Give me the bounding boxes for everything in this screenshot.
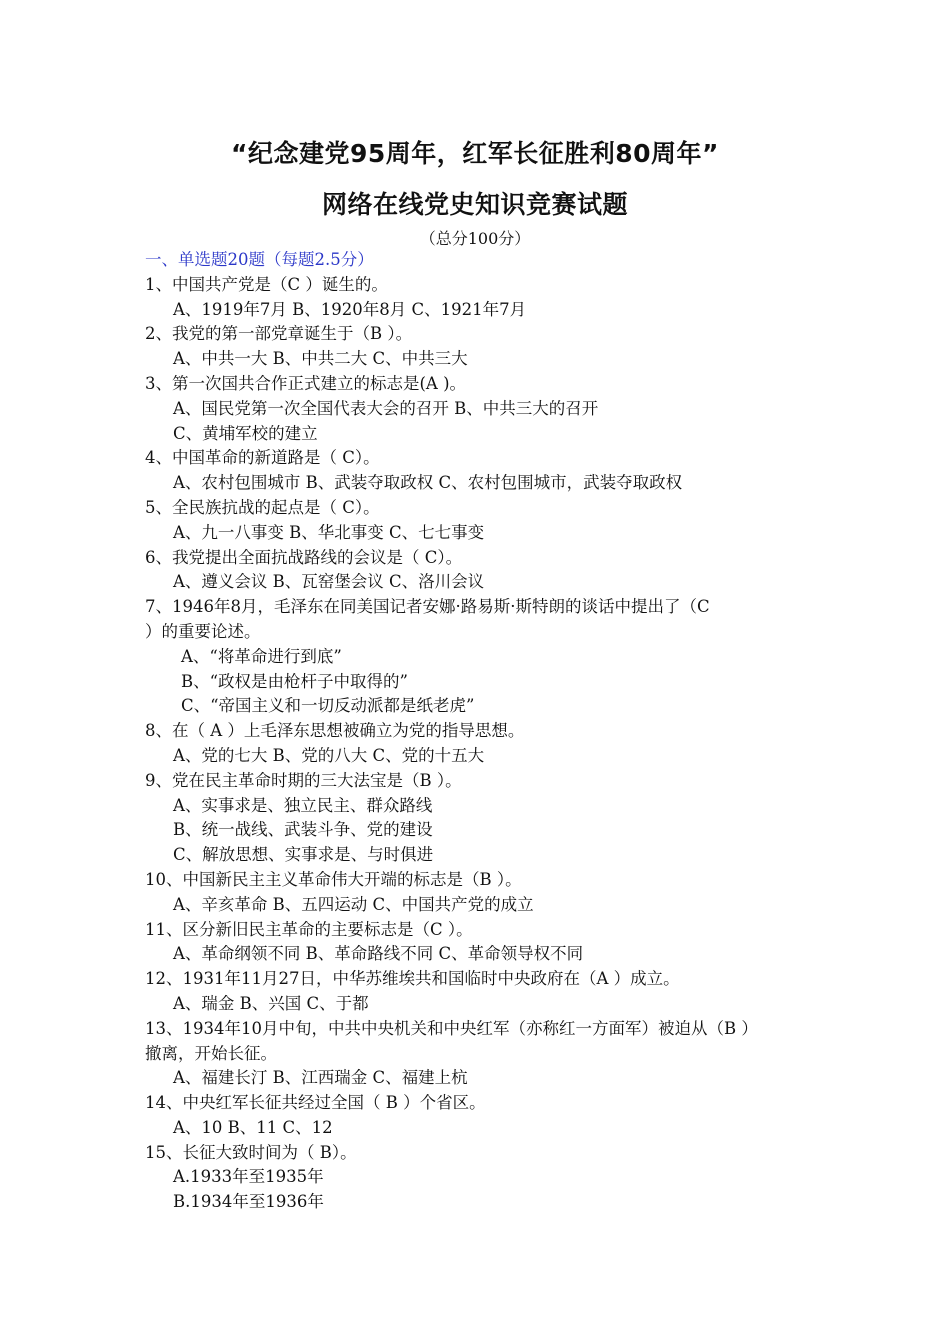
answer-options: A、实事求是、独立民主、群众路线 [173, 795, 433, 815]
answer-option: A、“将革命进行到底” [181, 646, 342, 666]
section-heading: 一、单选题20题（每题2.5分） [145, 250, 374, 269]
answer-option: B、“政权是由枪杆子中取得的” [181, 671, 408, 691]
document-title-line1: “纪念建党95周年，红军长征胜利80周年” [231, 139, 719, 168]
question-text: ）的重要论述。 [145, 621, 261, 641]
total-score-note: （总分100分） [419, 229, 531, 248]
question-text: 5、全民族抗战的起点是（ C）。 [145, 497, 380, 517]
question-text: 12、1931年11月27日，中华苏维埃共和国临时中央政府在（A ）成立。 [145, 969, 680, 989]
question-text: 7、1946年8月，毛泽东在同美国记者安娜·路易斯·斯特朗的谈话中提出了（C [145, 597, 710, 617]
question-text: 15、长征大致时间为（ B）。 [145, 1142, 357, 1162]
question-text: 11、区分新旧民主革命的主要标志是（C ）。 [145, 919, 473, 939]
question-text: 3、第一次国共合作正式建立的标志是(A )。 [145, 373, 467, 393]
answer-options: A、1919年7月 B、1920年8月 C、1921年7月 [173, 299, 527, 319]
answer-options: A、遵义会议 B、瓦窑堡会议 C、洛川会议 [173, 572, 485, 592]
question-text: 9、党在民主革命时期的三大法宝是（B ）。 [145, 770, 462, 790]
answer-options: A、农村包围城市 B、武装夺取政权 C、农村包围城市，武装夺取政权 [173, 473, 683, 493]
question-text: 6、我党提出全面抗战路线的会议是（ C）。 [145, 547, 463, 567]
answer-options: A、国民党第一次全国代表大会的召开 B、中共三大的召开 [173, 398, 599, 418]
document-title-line2: 网络在线党史知识竞赛试题 [321, 190, 628, 219]
question-text: 14、中央红军长征共经过全国（ B ）个省区。 [145, 1093, 486, 1113]
question-text: 撤离，开始长征。 [145, 1043, 277, 1063]
answer-option: C、“帝国主义和一切反动派都是纸老虎” [181, 696, 475, 716]
question-list [145, 248, 815, 1215]
answer-options: A、党的七大 B、党的八大 C、党的十五大 [173, 745, 485, 765]
answer-options: A、福建长汀 B、江西瑞金 C、福建上杭 [173, 1068, 468, 1088]
answer-options: B.1934年至1936年 [173, 1192, 324, 1212]
answer-options: C、黄埔军校的建立 [173, 423, 318, 443]
question-text: 1、中国共产党是（C ）诞生的。 [145, 274, 388, 294]
question-text: 10、中国新民主主义革命伟大开端的标志是（B ）。 [145, 869, 522, 889]
answer-options: A、革命纲领不同 B、革命路线不同 C、革命领导权不同 [173, 944, 584, 964]
question-text: 2、我党的第一部党章诞生于（B ）。 [145, 324, 413, 344]
question-text: 13、1934年10月中旬，中共中央机关和中央红军（亦称红一方面军）被迫从（B ） [145, 1018, 758, 1038]
answer-options: A、10 B、11 C、12 [173, 1117, 333, 1137]
answer-options: A、瑞金 B、兴国 C、于都 [173, 993, 369, 1013]
question-text: 4、中国革命的新道路是（ C）。 [145, 448, 380, 468]
answer-options: A、中共一大 B、中共二大 C、中共三大 [173, 349, 468, 369]
answer-options: B、统一战线、武装斗争、党的建设 [173, 820, 433, 840]
answer-options: A、辛亥革命 B、五四运动 C、中国共产党的成立 [173, 894, 534, 914]
answer-options: A.1933年至1935年 [173, 1167, 324, 1187]
question-text: 8、在（ A ）上毛泽东思想被确立为党的指导思想。 [145, 721, 525, 741]
answer-options: A、九一八事变 B、华北事变 C、七七事变 [173, 522, 485, 542]
answer-options: C、解放思想、实事求是、与时俱进 [173, 845, 434, 865]
